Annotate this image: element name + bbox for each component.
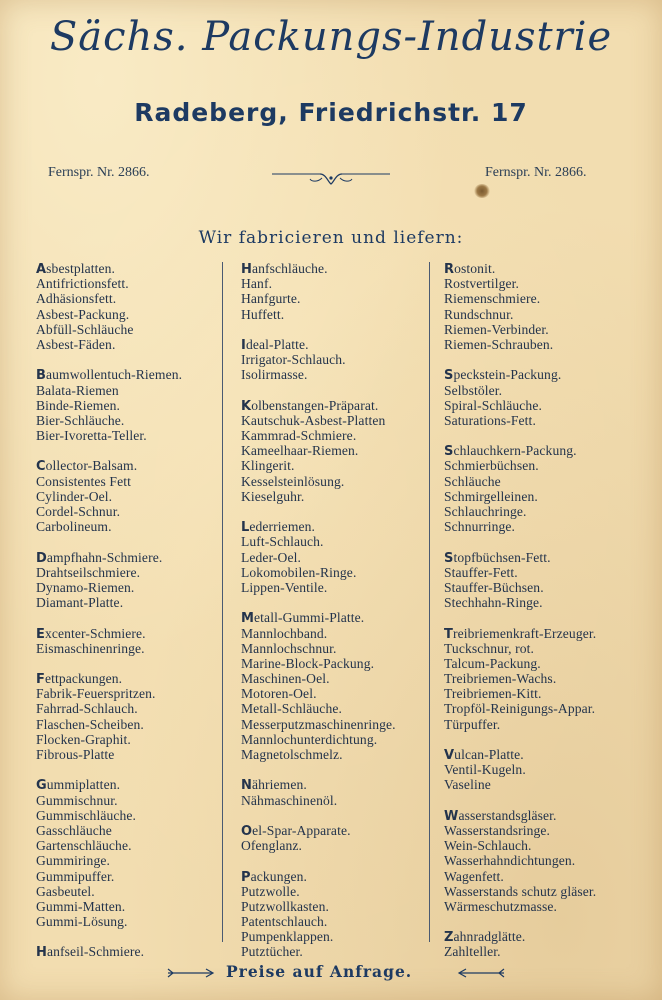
product-item: Hanfgurte.	[241, 291, 301, 307]
product-item: Maschinen-Oel.	[241, 671, 330, 687]
product-item: Asbestplatten.	[36, 261, 116, 277]
product-item: Luft-Schlauch.	[241, 534, 324, 550]
product-item: Klingerit.	[241, 458, 295, 474]
product-item: Binde-Riemen.	[36, 397, 120, 413]
product-item: Dampfhahn-Schmiere.	[36, 549, 163, 566]
product-column-1	[36, 261, 232, 975]
product-item: Riemen-Verbinder.	[444, 321, 549, 337]
product-group	[241, 337, 437, 383]
product-item: Schlauchringe.	[444, 504, 527, 519]
product-item: Hanfseil-Schmiere.	[36, 944, 145, 961]
product-item: Gummi-Matten.	[36, 898, 126, 914]
product-item: Treibriemen-Kitt.	[444, 686, 542, 702]
product-item: Stopfbüchsen-Fett.	[444, 549, 551, 566]
product-item: Metall-Gummi-Platte.	[241, 610, 365, 627]
product-item: Patentschlauch.	[241, 914, 328, 930]
product-group	[444, 747, 640, 793]
product-item: Magnetolschmelz.	[241, 747, 343, 762]
product-item: Schnurringe.	[444, 519, 516, 535]
company-name: Sächs. Packungs-Industrie	[49, 14, 613, 60]
product-item: Lippen-Ventile.	[241, 579, 328, 595]
product-item: Oel-Spar-Apparate.	[241, 822, 351, 839]
product-item: Putzwollkasten.	[241, 898, 329, 914]
product-item: Mannlochband.	[241, 625, 328, 641]
phone-number-right: Fernspr. Nr. 2866.	[485, 165, 587, 180]
product-group	[444, 808, 640, 914]
ink-stain	[474, 184, 490, 198]
product-item: Ideal-Platte.	[241, 336, 309, 353]
product-group	[36, 367, 232, 443]
product-item: Eismaschinenringe.	[36, 640, 145, 656]
product-item: Zahnradglätte.	[444, 929, 526, 946]
product-item: Tropföl-Reinigungs-Appar.	[444, 701, 596, 717]
product-item: Selbstöler.	[444, 382, 503, 398]
product-item: Wasserstands schutz gläser.	[444, 883, 597, 899]
product-item: Tuckschnur, rot.	[444, 640, 535, 656]
product-item: Vulcan-Platte.	[444, 747, 524, 763]
product-item: Mannlochunterdichtung.	[241, 731, 378, 747]
product-item: Stechhahn-Ringe.	[444, 595, 543, 611]
product-item: Cylinder-Oel.	[36, 488, 113, 504]
product-item: Huffett.	[241, 306, 285, 322]
product-item: Wasserhahndichtungen.	[444, 853, 576, 869]
product-item: Schläuche	[444, 473, 501, 489]
product-item: Carbolineum.	[36, 519, 112, 535]
product-item: Ventil-Kugeln.	[444, 762, 526, 778]
product-group	[36, 777, 232, 929]
product-item: Gummiplatten.	[36, 777, 121, 794]
product-item: Wasserstandsgläser.	[444, 807, 557, 824]
product-item: Excenter-Schmiere.	[36, 625, 146, 642]
product-group	[241, 261, 437, 322]
product-item: Saturations-Fett.	[444, 412, 536, 428]
product-item: Schmierbüchsen.	[444, 458, 539, 474]
product-item: Antifrictionsfett.	[36, 276, 129, 292]
product-item: Zahlteller.	[444, 944, 501, 960]
product-column-3	[444, 261, 640, 975]
phone-number-left: Fernspr. Nr. 2866.	[48, 165, 150, 180]
product-item: Balata-Riemen	[36, 382, 119, 398]
product-item: Consistentes Fett	[36, 473, 131, 489]
product-group	[36, 458, 232, 534]
product-group	[36, 626, 232, 656]
right-arrow-ornament-icon	[456, 966, 506, 980]
product-item: Messerputzmaschinenringe.	[241, 716, 396, 732]
product-item: Kameelhaar-Riemen.	[241, 443, 359, 459]
product-item: Putzwolle.	[241, 883, 300, 899]
product-item: Schlauchkern-Packung.	[444, 443, 577, 460]
product-item: Flaschen-Scheiben.	[36, 716, 144, 732]
product-item: Packungen.	[241, 868, 308, 885]
product-item: Kautschuk-Asbest-Platten	[241, 412, 386, 428]
product-group	[444, 550, 640, 611]
product-item: Stauffer-Büchsen.	[444, 579, 544, 595]
product-item: Ofenglanz.	[241, 838, 303, 854]
product-item: Fahrrad-Schlauch.	[36, 701, 138, 717]
product-group	[241, 519, 437, 595]
product-item: Nähriemen.	[241, 777, 307, 794]
product-item: Cordel-Schnur.	[36, 504, 121, 519]
product-item: Isolirmasse.	[241, 367, 308, 383]
product-group	[241, 823, 437, 853]
product-item: Asbest-Fäden.	[36, 336, 116, 352]
product-item: Spiral-Schläuche.	[444, 397, 542, 413]
product-item: Kammrad-Schmiere.	[241, 428, 357, 444]
product-group	[444, 367, 640, 428]
product-item: Türpuffer.	[444, 716, 501, 732]
product-item: Wasserstandsringe.	[444, 822, 551, 838]
product-item: Motoren-Oel.	[241, 686, 317, 702]
product-item: Stauffer-Fett.	[444, 564, 518, 580]
product-item: Dynamo-Riemen.	[36, 579, 135, 595]
product-item: Wärmeschutzmasse.	[444, 898, 558, 914]
product-item: Adhäsionsfett.	[36, 291, 117, 307]
product-group	[36, 261, 232, 352]
product-item: Riemen-Schrauben.	[444, 336, 554, 352]
product-item: Bier-Ivoretta-Teller.	[36, 428, 147, 444]
product-item: Rostonit.	[444, 261, 496, 277]
product-item: Lokomobilen-Ringe.	[241, 564, 357, 580]
product-item: Bier-Schläuche.	[36, 412, 125, 428]
product-item: Gummischläuche.	[36, 807, 137, 823]
product-item: Hanf.	[241, 276, 273, 292]
product-item: Asbest-Packung.	[36, 306, 130, 322]
product-item: Rostvertilger.	[444, 276, 520, 292]
product-item: Fettpackungen.	[36, 671, 123, 688]
product-item: Speckstein-Packung.	[444, 367, 562, 384]
product-group	[36, 671, 232, 762]
product-item: Lederriemen.	[241, 519, 316, 536]
product-item: Kieselguhr.	[241, 488, 305, 504]
product-group	[444, 443, 640, 534]
product-item: Schmirgelleinen.	[444, 488, 538, 504]
product-item: Fabrik-Feuerspritzen.	[36, 686, 156, 702]
product-group	[241, 777, 437, 807]
product-group	[241, 610, 437, 762]
product-item: Kesselsteinlösung.	[241, 473, 345, 489]
product-item: Leder-Oel.	[241, 549, 301, 565]
product-item: Pumpenklappen.	[241, 929, 334, 945]
prices-on-request-note: Preise auf Anfrage.	[226, 962, 413, 981]
product-item: Kolbenstangen-Präparat.	[241, 397, 379, 414]
product-group	[444, 626, 640, 732]
product-item: Collector-Balsam.	[36, 458, 138, 475]
product-item: Gasbeutel.	[36, 883, 95, 899]
product-group	[444, 261, 640, 352]
product-item: Diamant-Platte.	[36, 595, 124, 611]
product-item: Mannlochschnur.	[241, 640, 337, 656]
product-item: Gummipuffer.	[36, 868, 115, 884]
product-item: Hanfschläuche.	[241, 261, 328, 277]
product-item: Gummischnur.	[36, 792, 118, 808]
company-address: Radeberg, Friedrichstr. 17	[134, 98, 528, 127]
product-item: Talcum-Packung.	[444, 655, 541, 671]
product-item: Gummi-Lösung.	[36, 914, 128, 930]
product-item: Riemenschmiere.	[444, 291, 541, 307]
product-item: Wagenfett.	[444, 868, 504, 884]
flourish-ornament-icon	[270, 168, 392, 190]
left-arrow-ornament-icon	[166, 966, 216, 980]
product-item: Metall-Schläuche.	[241, 701, 342, 717]
product-item: Marine-Block-Packung.	[241, 655, 375, 671]
product-group	[241, 398, 437, 504]
product-item: Treibriemen-Wachs.	[444, 671, 557, 687]
product-item: Fibrous-Platte	[36, 747, 115, 762]
product-item: Putztücher.	[241, 944, 303, 960]
product-item: Wein-Schlauch.	[444, 838, 532, 854]
footer	[0, 958, 662, 988]
product-item: Irrigator-Schlauch.	[241, 352, 346, 368]
product-item: Baumwollentuch-Riemen.	[36, 367, 183, 384]
product-item: Nähmaschinenöl.	[241, 792, 338, 808]
product-item: Gasschläuche	[36, 822, 112, 838]
product-item: Treibriemenkraft-Erzeuger.	[444, 625, 597, 642]
product-item: Flocken-Graphit.	[36, 731, 131, 747]
product-item: Rundschnur.	[444, 306, 514, 322]
product-item: Abfüll-Schläuche	[36, 321, 134, 337]
product-item: Gummiringe.	[36, 853, 110, 869]
product-column-2	[241, 261, 437, 975]
product-item: Gartenschläuche.	[36, 838, 132, 854]
product-item: Drahtseilschmiere.	[36, 564, 141, 580]
product-group	[241, 869, 437, 960]
product-group	[444, 929, 640, 959]
product-group	[36, 550, 232, 611]
product-item: Vaseline	[444, 777, 491, 793]
product-list-heading: Wir fabricieren und liefern:	[198, 228, 464, 248]
